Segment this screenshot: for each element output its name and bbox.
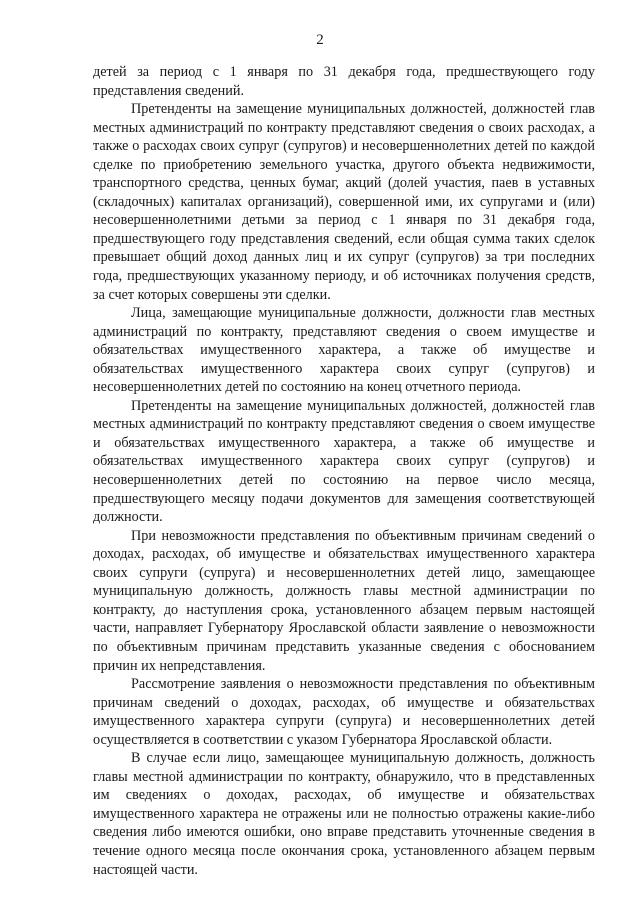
paragraph-candidates-expenses: Претенденты на замещение муниципальных должностей, должностей глав местных администраций по контракту представляют сведения о своих расходах, а также о расходах своих супруг (супругов) и несовершеннолетних детей по каждой сделке по приобретению земельного участка, другого объекта недвижимости, транспортного средства, ценных бумаг, акций (долей участия, паев в уставных (складочных) капиталах организаций), совершенной ими, их супругами и (или) несовершеннолетними детьми за период с 1 января по 31 декабря года, предшествующего году представления сведений, если общая сумма таких сделок превышает общий доход данных лиц и их супруг (супругов) за три последних года, предшествующих указанному периоду, и об источниках получения средств, за счет которых совершены эти сделки. bbox=[93, 101, 595, 303]
paragraph-statement-review: Рассмотрение заявления о невозможности представления по объективным причинам сведений о доходах, расходах, об имуществе и обязательствах имущественного характера супруги (супруга) и несовершеннолетних детей осуществляется в соответствии с указом Губернатора Ярославской области. bbox=[93, 676, 595, 748]
page-number: 2 bbox=[316, 32, 324, 48]
document-body bbox=[93, 63, 595, 879]
paragraph-candidates-property: Претенденты на замещение муниципальных должностей, должностей глав местных администраций по контракту представляют сведения о своем имуществе и обязательствах имущественного характера, а также об имуществе и обязательствах имущественного характера своих супруг (супругов) и несовершеннолетних детей по состоянию на первое число месяца, предшествующего месяцу подачи документов для замещения соответствующей должности. bbox=[93, 397, 595, 526]
paragraph-continuation: детей за период с 1 января по 31 декабря года, предшествующего году представления сведений. bbox=[93, 64, 595, 99]
paragraph-impossibility-statement: При невозможности представления по объективным причинам сведений о доходах, расходах, об имуществе и обязательствах имущественного характера своих супруги (супруга) и несовершеннолетних детей лицо, замещающее муниципальную должность, должность главы местной администрации по контракту, до наступления срока, установленного абзацем первым настоящей части, направляет Губернатору Ярославской области заявление о невозможности по объективным причинам представить указанные сведения с обоснованием причин их непредставления. bbox=[93, 527, 595, 674]
paragraph-corrected-information: В случае если лицо, замещающее муниципальную должность, должность главы местной администрации по контракту, обнаружило, что в представленных им сведениях о доходах, расходах, об имуществе и обязательствах имущественного характера не отражены или не полностью отражены какие-либо сведения либо имеются ошибки, оно вправе представить уточненные сведения в течение одного месяца после окончания срока, установленного абзацем первым настоящей части. bbox=[93, 750, 595, 878]
paragraph-officials-property: Лица, замещающие муниципальные должности, должности глав местных администраций по контракту, представляют сведения о своем имуществе и обязательствах имущественного характера, а также об имуществе и обязательствах имущественного характера своих супруг (супругов) и несовершеннолетних детей по состоянию на конец отчетного периода. bbox=[93, 305, 595, 396]
